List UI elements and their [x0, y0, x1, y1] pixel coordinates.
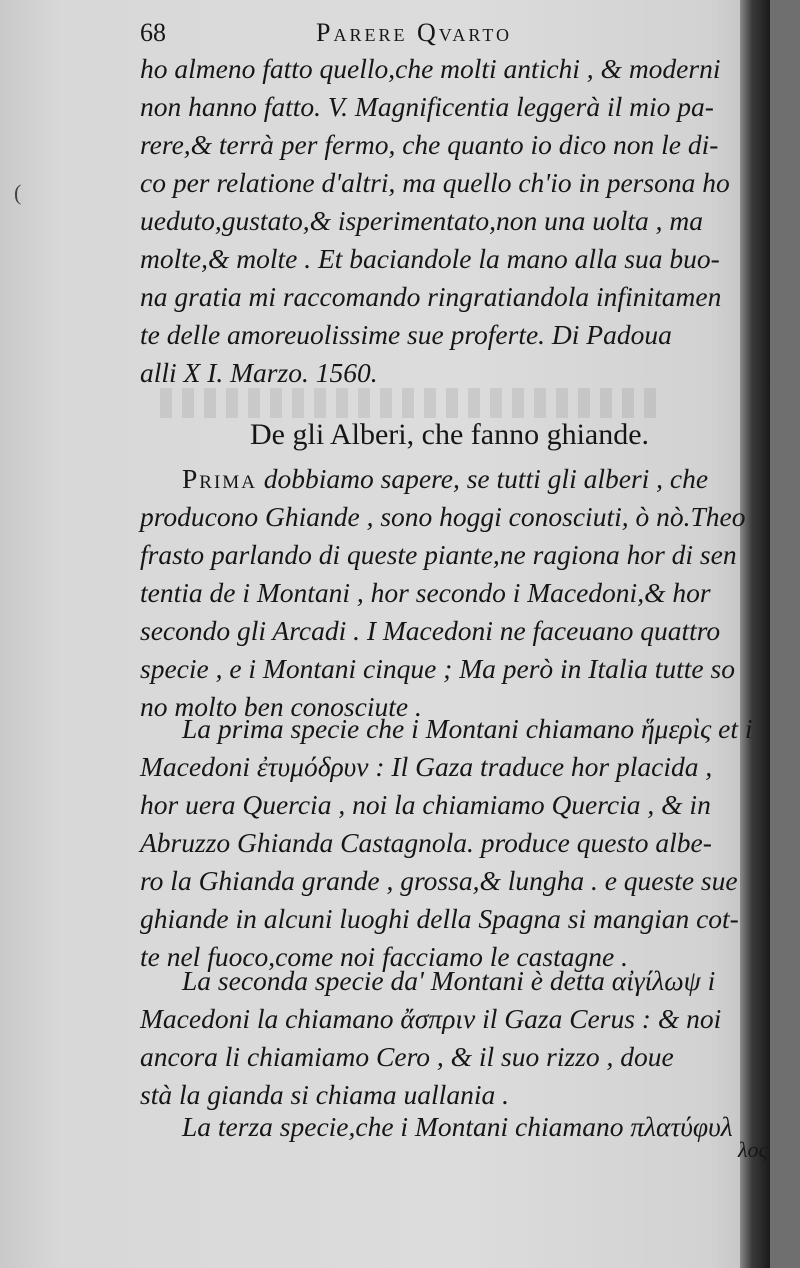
paragraph-third-species — [140, 1108, 765, 1146]
paragraph-prima — [140, 460, 765, 726]
text-line — [140, 460, 765, 498]
text-line: hor uera Quercia , noi la chiamiamo Quercia , & in — [140, 789, 711, 820]
page-number: 68 — [140, 18, 166, 47]
text-line: te nel fuoco,come noi facciamo le castagne . — [140, 941, 628, 972]
text-line: molte,& molte . Et baciandole la mano alla sua buo- — [140, 243, 720, 274]
text-line: te delle amoreuolissime sue proferte. Di Padoua — [140, 319, 672, 350]
text-line: no molto ben conosciute . — [140, 691, 422, 722]
text-line: ancora li chiamiamo Cero , & il suo rizzo , doue — [140, 1041, 674, 1072]
section-heading: De gli Alberi, che fanno ghiande. — [250, 418, 650, 451]
text-line: secondo gli Arcadi . I Macedoni ne faceuano quattro — [140, 615, 721, 646]
text-line: producono Ghiande , sono hoggi conosciuti, ò nò.Theo — [140, 501, 746, 532]
lead-rest: dobbiamo sapere, se tutti gli alberi , che — [256, 463, 709, 494]
catchword: λος — [738, 1137, 768, 1162]
text-line: Abruzzo Ghianda Castagnola. produce questo albe- — [140, 827, 712, 858]
text-line: La prima specie che i Montani chiamano ἥμερὶς et i — [182, 713, 753, 744]
lead-word: Prima — [182, 463, 257, 494]
text-line: La seconda specie da' Montani è detta αἰγίλωψ i — [182, 965, 716, 996]
text-line: stà la gianda si chiama uallania . — [140, 1079, 509, 1110]
text-line: ueduto,gustato,& isperimentato,non una uolta , ma — [140, 205, 703, 236]
text-line: specie , e i Montani cinque ; Ma però in Italia tutte so — [140, 653, 735, 684]
margin-mark: ( — [14, 180, 22, 205]
paragraph-second-species — [140, 962, 765, 1114]
text-line: ho almeno fatto quello,che molti antichi , & moderni — [140, 53, 721, 84]
text-line: na gratia mi raccomando ringratiandola infinitamen — [140, 281, 722, 312]
show-through-ink — [160, 388, 660, 418]
text-line: Macedoni la chiamano ἄσπριν il Gaza Cerus : & noi — [140, 1003, 722, 1034]
text-line: alli X I. Marzo. 1560. — [140, 357, 378, 388]
text-line: frasto parlando di queste piante,ne ragiona hor di sen — [140, 539, 737, 570]
text-line: La terza specie,che i Montani chiamano πλατύφυλ — [182, 1111, 733, 1142]
text-line: tentia de i Montani , hor secondo i Macedoni,& hor — [140, 577, 711, 608]
paragraph-first-species — [140, 710, 765, 976]
text-line: co per relatione d'altri, ma quello ch'io in persona ho — [140, 167, 730, 198]
text-line: Macedoni ἐτυμόδρυν : Il Gaza traduce hor placida , — [140, 751, 713, 782]
page-header — [140, 18, 730, 52]
text-line: rere,& terrà per fermo, che quanto io dico non le di- — [140, 129, 719, 160]
text-line: ro la Ghianda grande , grossa,& lungha . e queste sue — [140, 865, 738, 896]
paragraph-letter-closing — [140, 50, 765, 392]
text-line: non hanno fatto. V. Magnificentia leggerà il mio pa- — [140, 91, 714, 122]
running-title: Parere Qvarto — [316, 18, 513, 47]
text-line: ghiande in alcuni luoghi della Spagna si mangian cot- — [140, 903, 739, 934]
